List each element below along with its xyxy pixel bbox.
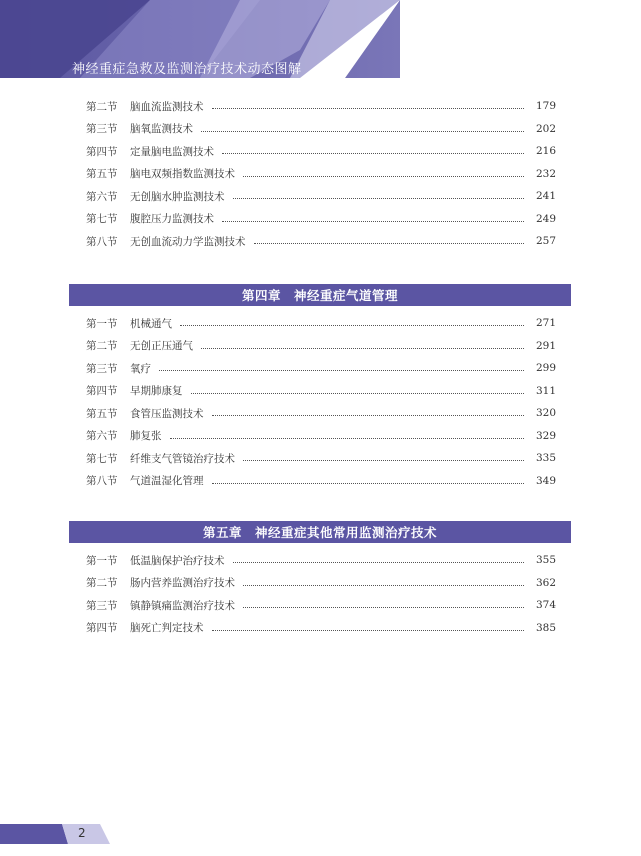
toc-entry-title: 早期肺康复 bbox=[130, 385, 183, 397]
toc-entry-number: 第三节 bbox=[86, 362, 118, 375]
toc-entry[interactable] bbox=[86, 382, 556, 400]
toc-entry-page: 271 bbox=[535, 317, 556, 329]
toc-entry-number: 第四节 bbox=[86, 385, 118, 397]
toc-entry-page: 362 bbox=[535, 576, 556, 589]
toc-entry-title: 无创血流动力学监测技术 bbox=[130, 235, 246, 248]
toc-entry-title: 无创正压通气 bbox=[130, 340, 193, 352]
dot-leader bbox=[201, 347, 524, 349]
toc-entry-title: 气道温湿化管理 bbox=[130, 475, 204, 487]
toc-entry-number: 第七节 bbox=[86, 452, 118, 465]
dot-leader bbox=[212, 107, 525, 109]
toc-entry[interactable] bbox=[86, 97, 556, 115]
dot-leader bbox=[212, 414, 525, 416]
dot-leader bbox=[159, 369, 524, 371]
toc-entry-number: 第三节 bbox=[86, 599, 118, 612]
toc-entry-number: 第一节 bbox=[86, 554, 118, 567]
toc-entry[interactable] bbox=[86, 187, 556, 205]
toc-entry-page: 311 bbox=[535, 384, 556, 397]
toc-entry-number: 第三节 bbox=[86, 123, 118, 135]
toc-entry[interactable] bbox=[86, 404, 556, 422]
toc-entry-number: 第八节 bbox=[86, 235, 118, 248]
toc-entry-page: 329 bbox=[535, 429, 556, 442]
toc-entry-page: 202 bbox=[535, 122, 556, 135]
toc-entry[interactable] bbox=[86, 314, 556, 332]
toc-entry-title: 脑血流监测技术 bbox=[130, 100, 204, 113]
toc-entry-title: 脑氧监测技术 bbox=[130, 123, 193, 135]
dot-leader bbox=[201, 130, 524, 132]
toc-entry[interactable] bbox=[86, 551, 556, 569]
toc-entry-title: 氧疗 bbox=[130, 362, 151, 375]
toc-entry-number: 第六节 bbox=[86, 430, 118, 442]
toc-entry[interactable] bbox=[86, 337, 556, 355]
toc-entry-number: 第二节 bbox=[86, 577, 118, 589]
toc-entry[interactable] bbox=[86, 574, 556, 592]
chapter-heading: 第四章 神经重症气道管理 bbox=[69, 284, 571, 306]
toc-entry-page: 320 bbox=[535, 407, 556, 419]
toc-entry[interactable] bbox=[86, 120, 556, 138]
dot-leader bbox=[243, 175, 524, 177]
dot-leader bbox=[233, 197, 525, 199]
toc-entry-page: 249 bbox=[535, 212, 556, 225]
dot-leader bbox=[170, 437, 525, 439]
toc-entry-title: 腹腔压力监测技术 bbox=[130, 213, 214, 225]
toc-entry-title: 肺复张 bbox=[130, 430, 162, 442]
toc-entry[interactable] bbox=[86, 232, 556, 250]
footer-tab bbox=[0, 824, 120, 844]
dot-leader bbox=[233, 561, 525, 563]
toc-entry-page: 291 bbox=[535, 339, 556, 352]
toc-entry-page: 179 bbox=[535, 100, 556, 112]
dot-leader bbox=[243, 606, 524, 608]
toc-entry-title: 机械通气 bbox=[130, 317, 172, 330]
dot-leader bbox=[243, 584, 524, 586]
toc-entry-number: 第八节 bbox=[86, 475, 118, 487]
toc-entry-title: 食管压监测技术 bbox=[130, 407, 204, 420]
dot-leader bbox=[222, 220, 524, 222]
toc-entry-title: 肠内营养监测治疗技术 bbox=[130, 577, 235, 589]
toc-entry-title: 脑死亡判定技术 bbox=[130, 622, 204, 634]
toc-entry[interactable] bbox=[86, 165, 556, 183]
toc-entry[interactable] bbox=[86, 619, 556, 637]
toc-entry-number: 第七节 bbox=[86, 213, 118, 225]
toc-entry-page: 349 bbox=[535, 474, 556, 487]
toc-entry-number: 第四节 bbox=[86, 622, 118, 634]
toc-entry-title: 低温脑保护治疗技术 bbox=[130, 554, 225, 567]
dot-leader bbox=[222, 152, 524, 154]
chapter-heading: 第五章 神经重症其他常用监测治疗技术 bbox=[69, 521, 571, 543]
toc-entry-page: 299 bbox=[535, 362, 556, 374]
toc-entry[interactable] bbox=[86, 427, 556, 445]
toc-entry-page: 355 bbox=[535, 554, 556, 566]
dot-leader bbox=[243, 459, 524, 461]
dot-leader bbox=[191, 392, 525, 394]
dot-leader bbox=[180, 324, 524, 326]
toc-entry-title: 纤维支气管镜治疗技术 bbox=[130, 452, 235, 465]
dot-leader bbox=[212, 629, 525, 631]
dot-leader bbox=[212, 482, 525, 484]
toc-entry-page: 385 bbox=[535, 621, 556, 634]
toc-entry[interactable] bbox=[86, 142, 556, 160]
toc-entry-number: 第一节 bbox=[86, 317, 118, 330]
toc-entry-number: 第二节 bbox=[86, 100, 118, 113]
header-banner bbox=[0, 0, 641, 78]
toc-entry-page: 374 bbox=[535, 599, 556, 611]
toc-entry-page: 241 bbox=[535, 190, 556, 202]
toc-entry-number: 第二节 bbox=[86, 340, 118, 352]
toc-entry-number: 第五节 bbox=[86, 407, 118, 420]
toc-entry-page: 257 bbox=[535, 235, 556, 247]
toc-entry-title: 无创脑水肿监测技术 bbox=[130, 190, 225, 203]
book-title: 神经重症急救及监测治疗技术动态图解 bbox=[72, 62, 302, 77]
toc-entry-title: 脑电双频指数监测技术 bbox=[130, 168, 235, 180]
footer-graphic bbox=[0, 824, 120, 844]
toc-entry-title: 定量脑电监测技术 bbox=[130, 145, 214, 158]
toc-entry-number: 第五节 bbox=[86, 168, 118, 180]
toc-entry-page: 232 bbox=[535, 167, 556, 180]
toc-entry-page: 216 bbox=[535, 145, 556, 157]
toc-entry[interactable] bbox=[86, 596, 556, 614]
dot-leader bbox=[254, 242, 525, 244]
toc-entry[interactable] bbox=[86, 359, 556, 377]
toc-entry-page: 335 bbox=[535, 452, 556, 464]
toc-entry[interactable] bbox=[86, 472, 556, 490]
page-number: 2 bbox=[78, 826, 86, 840]
toc-entry-number: 第六节 bbox=[86, 190, 118, 203]
toc-entry[interactable] bbox=[86, 449, 556, 467]
toc-entry-title: 镇静镇痛监测治疗技术 bbox=[130, 599, 235, 612]
toc-entry-number: 第四节 bbox=[86, 145, 118, 158]
toc-entry[interactable] bbox=[86, 210, 556, 228]
